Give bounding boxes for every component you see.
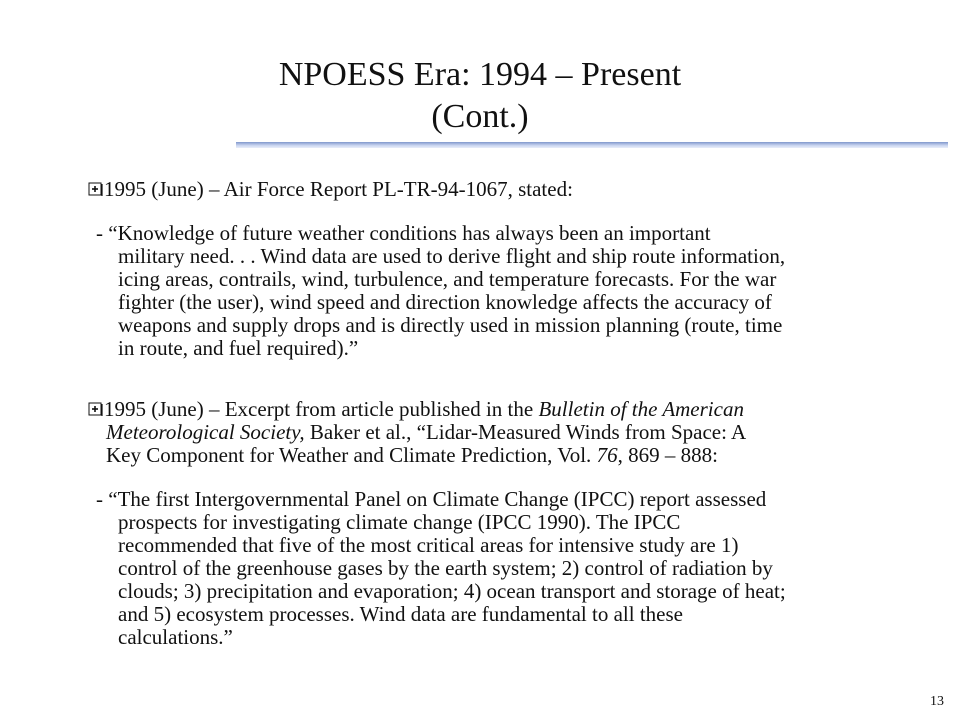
bullet-1-text: 1995 (June) – Air Force Report PL-TR-94-1067, stated: — [104, 177, 573, 201]
quote-block-1 — [96, 222, 886, 360]
plus-box-icon — [88, 182, 104, 198]
quote-2-line: - “The first Intergovernmental Panel on Climate Change (IPCC) report assessed — [96, 487, 767, 511]
bullet-2-lead: 1995 (June) – Excerpt from article published in the — [104, 397, 539, 421]
quote-2-line: calculations.” — [118, 625, 233, 649]
journal-name-line-1: Bulletin of the American — [538, 397, 744, 421]
quote-2-line: control of the greenhouse gases by the earth system; 2) control of radiation by — [118, 556, 773, 580]
quote-2-line: clouds; 3) precipitation and evaporation; 4) ocean transport and storage of heat; — [118, 579, 786, 603]
quote-1-line: weapons and supply drops and is directly used in mission planning (route, time — [118, 313, 783, 337]
quote-2-line: prospects for investigating climate change (IPCC 1990). The IPCC — [118, 510, 681, 534]
bullet-2-text — [104, 398, 864, 467]
volume-number: 76 — [596, 443, 618, 467]
quote-1-line: military need. . . Wind data are used to derive flight and ship route information, — [118, 244, 786, 268]
journal-name-line-2: Meteorological Society, — [106, 420, 305, 444]
plus-box-icon — [88, 402, 104, 418]
title-line-1: NPOESS Era: 1994 – Present — [278, 56, 682, 93]
quote-1-line: fighter (the user), wind speed and direction knowledge affects the accuracy of — [118, 290, 772, 314]
article-title-end: Key Component for Weather and Climate Prediction, Vol. — [106, 443, 597, 467]
article-citation: Baker et al., “Lidar-Measured Winds from Space: A — [304, 420, 747, 444]
page-number: 13 — [930, 694, 944, 709]
quote-1-line: in route, and fuel required).” — [118, 336, 359, 360]
quote-1-line: icing areas, contrails, wind, turbulence, and temperature forecasts. For the war — [118, 267, 777, 291]
page-range: , 869 – 888: — [617, 443, 718, 467]
slide-title — [0, 54, 960, 138]
title-underline-rule — [236, 142, 948, 148]
quote-1-line: - “Knowledge of future weather conditions has always been an important — [96, 221, 711, 245]
quote-block-2 — [96, 488, 886, 649]
title-line-2: (Cont.) — [431, 98, 529, 135]
quote-2-line: and 5) ecosystem processes. Wind data are fundamental to all these — [118, 602, 683, 626]
quote-2-line: recommended that five of the most critical areas for intensive study are 1) — [118, 533, 739, 557]
